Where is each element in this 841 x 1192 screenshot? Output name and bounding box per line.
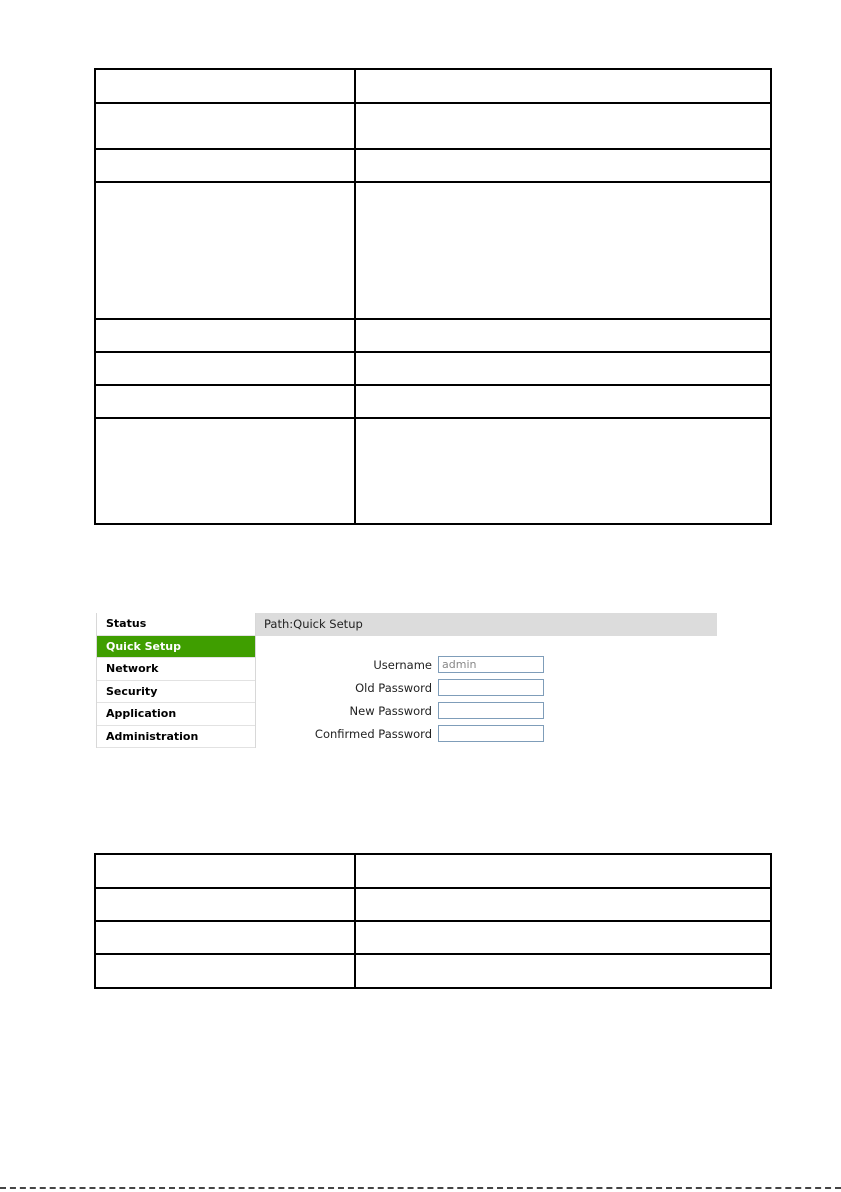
table-cell xyxy=(355,418,771,524)
table-row xyxy=(95,103,771,149)
table-cell xyxy=(95,69,355,103)
table-cell xyxy=(355,352,771,385)
table-cell xyxy=(355,319,771,352)
table-row xyxy=(95,69,771,103)
table-cell xyxy=(355,149,771,182)
table-cell xyxy=(355,385,771,418)
username-label: Username xyxy=(373,658,432,672)
table-cell xyxy=(95,182,355,319)
table-cell xyxy=(355,854,771,888)
password-form xyxy=(256,655,717,747)
top-parameter-table xyxy=(94,68,772,525)
table-cell xyxy=(95,352,355,385)
new-password-label: New Password xyxy=(349,704,432,718)
confirmed-password-field[interactable] xyxy=(438,725,544,742)
sidebar-item-application[interactable]: Application xyxy=(97,703,255,726)
confirmed-password-label: Confirmed Password xyxy=(314,727,432,741)
sidebar-item-administration[interactable]: Administration xyxy=(97,726,255,749)
table-cell xyxy=(355,888,771,921)
page-footer-rule xyxy=(0,1187,841,1189)
table-cell xyxy=(355,954,771,988)
old-password-field[interactable] xyxy=(438,679,544,696)
sidebar-menu xyxy=(96,613,256,748)
new-password-row xyxy=(256,701,717,724)
sidebar-item-quick-setup[interactable]: Quick Setup xyxy=(97,636,255,659)
username-row xyxy=(256,655,717,678)
confirmed-password-row xyxy=(256,724,717,747)
table-cell xyxy=(95,319,355,352)
breadcrumb: Path:Quick Setup xyxy=(256,613,717,636)
table-row xyxy=(95,319,771,352)
table-row xyxy=(95,352,771,385)
table-cell xyxy=(355,103,771,149)
bottom-parameter-table xyxy=(94,853,772,989)
main-content xyxy=(256,613,717,748)
table-row xyxy=(95,182,771,319)
table-cell xyxy=(95,418,355,524)
table-row xyxy=(95,888,771,921)
sidebar-item-status[interactable]: Status xyxy=(97,613,255,636)
table-cell xyxy=(355,921,771,954)
table-cell xyxy=(95,854,355,888)
table-row xyxy=(95,149,771,182)
table-row xyxy=(95,954,771,988)
table-row xyxy=(95,921,771,954)
new-password-field[interactable] xyxy=(438,702,544,719)
router-ui-screenshot xyxy=(96,613,717,748)
table-cell xyxy=(95,921,355,954)
table-cell xyxy=(355,182,771,319)
table-cell xyxy=(95,385,355,418)
table-cell xyxy=(95,149,355,182)
table-row xyxy=(95,418,771,524)
table-row xyxy=(95,385,771,418)
table-cell xyxy=(355,69,771,103)
username-field[interactable] xyxy=(438,656,544,673)
sidebar-item-security[interactable]: Security xyxy=(97,681,255,704)
old-password-row xyxy=(256,678,717,701)
table-row xyxy=(95,854,771,888)
old-password-label: Old Password xyxy=(355,681,432,695)
table-cell xyxy=(95,954,355,988)
sidebar-item-network[interactable]: Network xyxy=(97,658,255,681)
table-cell xyxy=(95,103,355,149)
table-cell xyxy=(95,888,355,921)
